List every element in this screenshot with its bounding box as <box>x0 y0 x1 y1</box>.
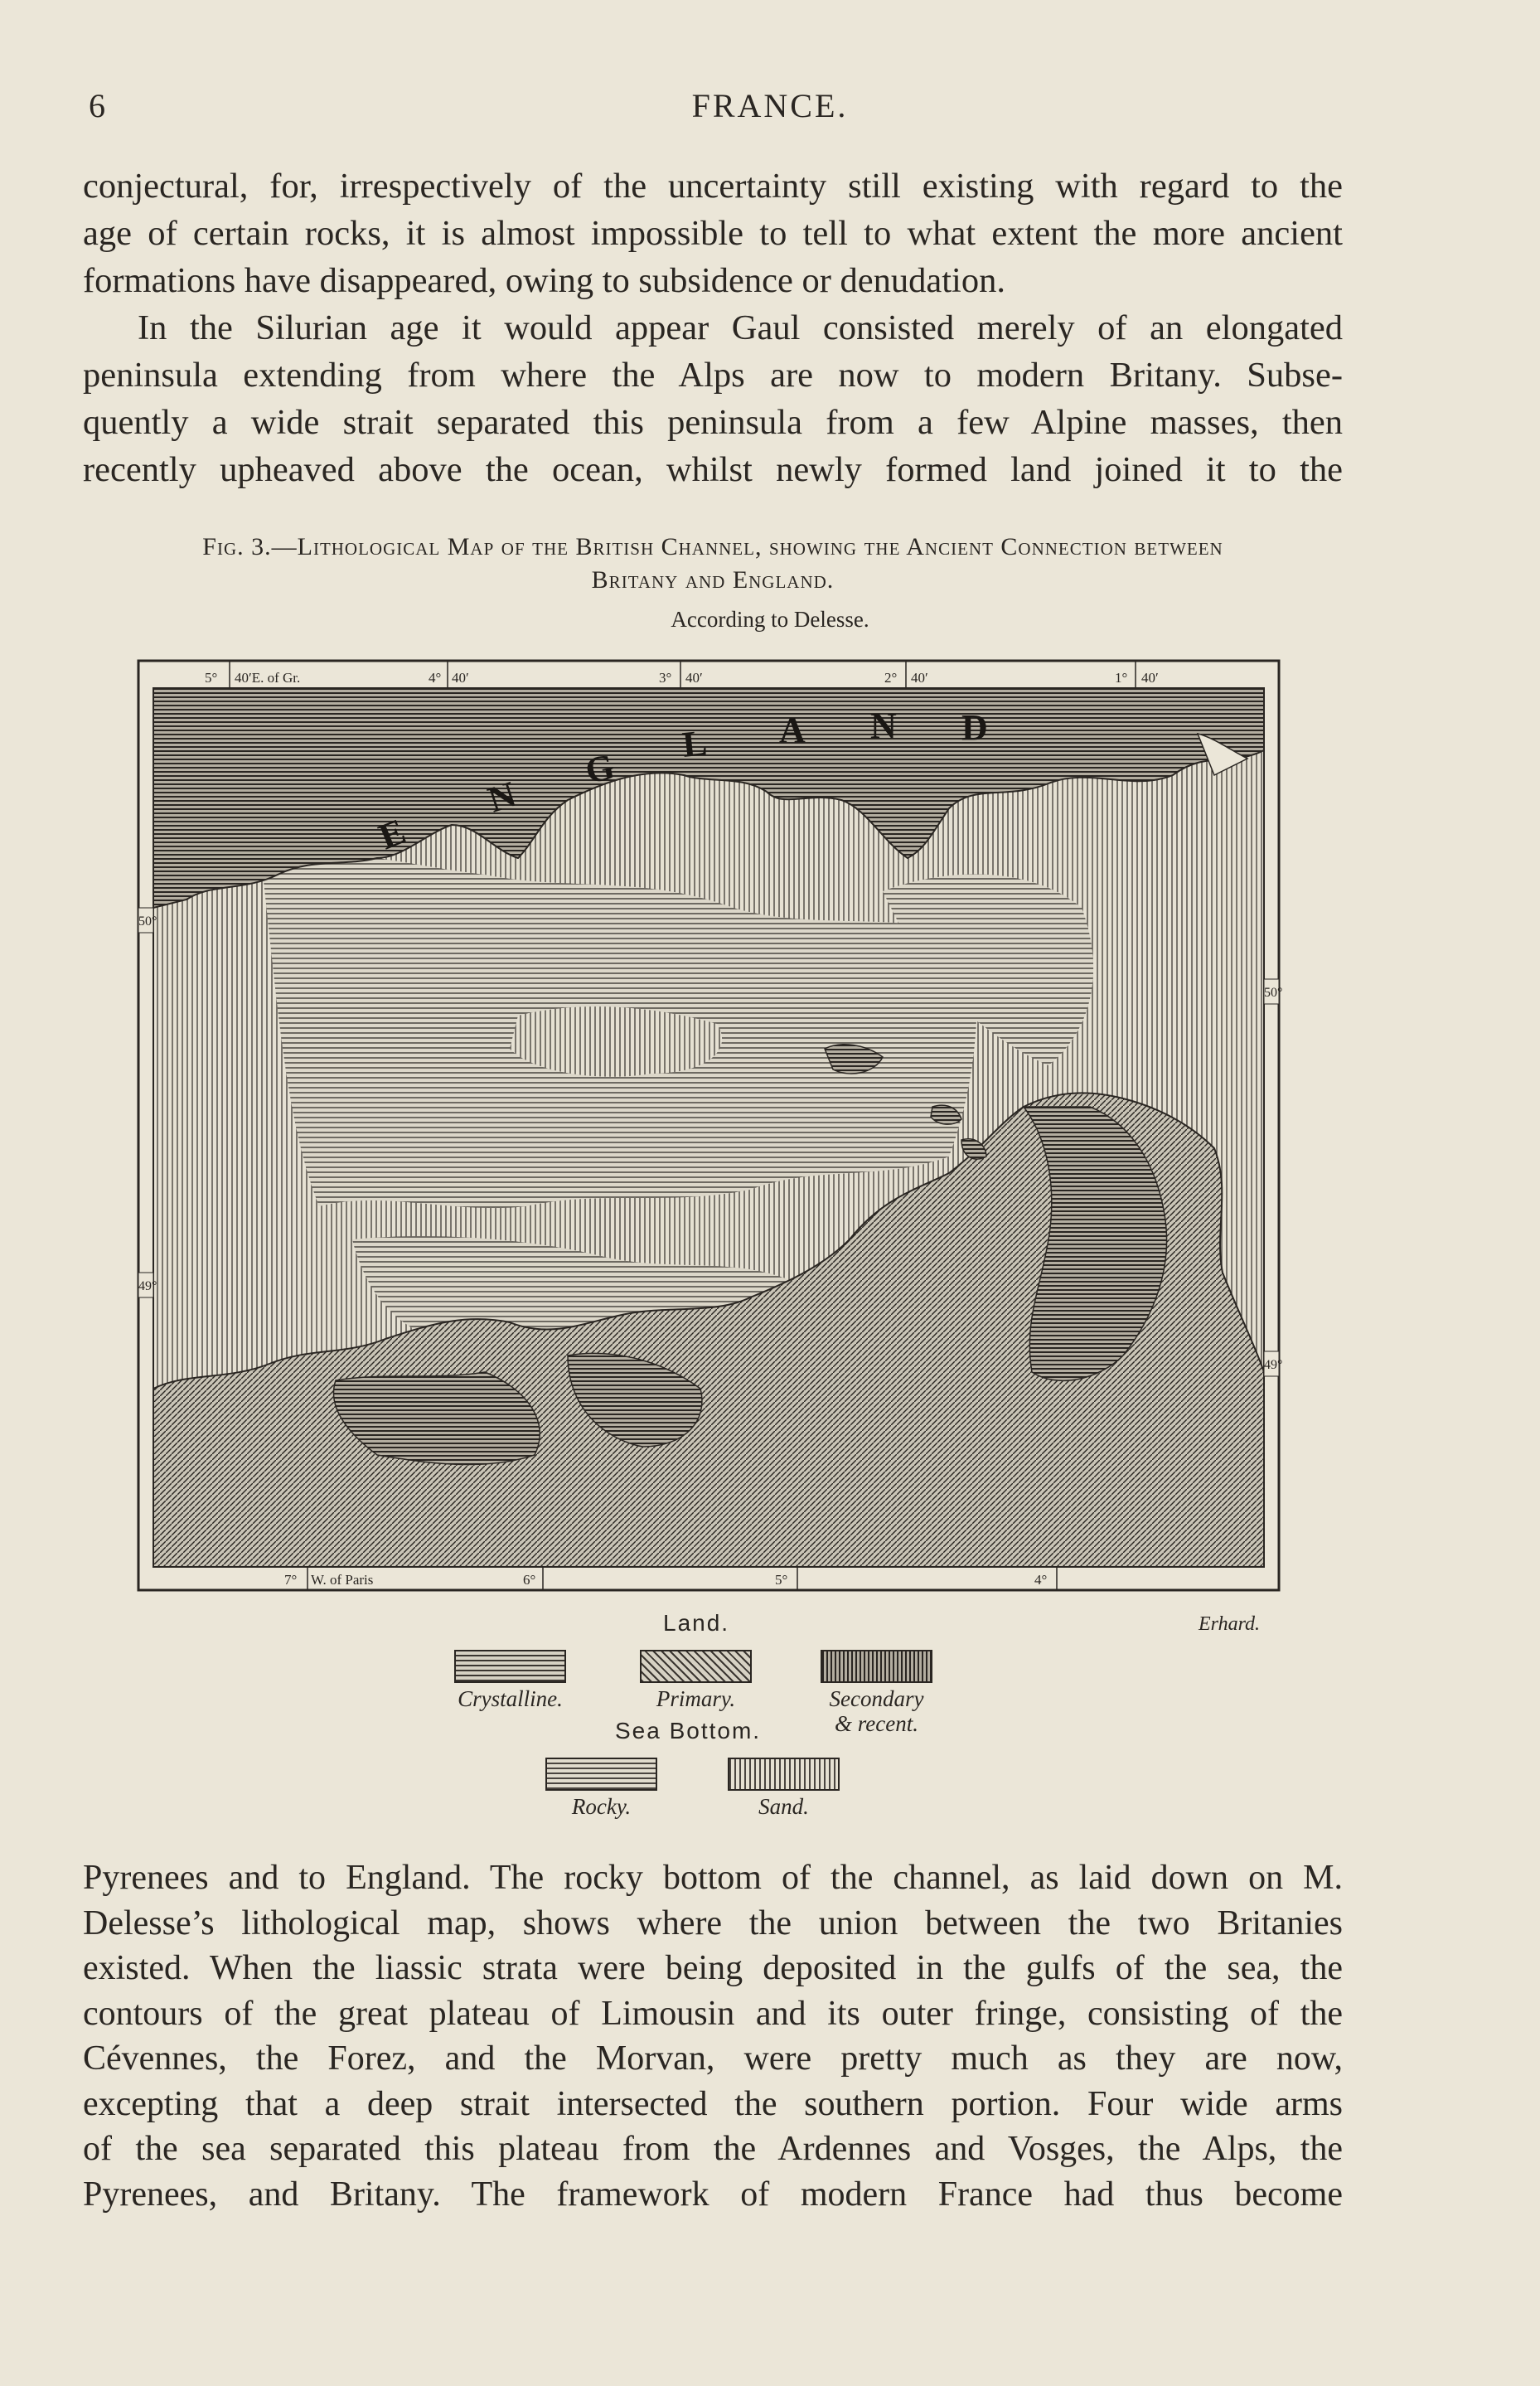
map-label-letter: N <box>870 706 897 746</box>
text-line: excepting that a deep strait intersected the southern portion. Four wide arms <box>83 2084 1343 2123</box>
text-line: existed. When the liassic strata were being deposited in the gulfs of the sea, the <box>83 1949 1343 1987</box>
lat-label: 49° <box>1264 1358 1283 1372</box>
caption-line: Fig. 3.—Lithological Map of the British Channel, showing the Ancient Connection between <box>202 533 1223 560</box>
map-label-letter: D <box>961 707 988 748</box>
map-label-letter: L <box>680 722 709 765</box>
lat-label: 50° <box>1264 986 1283 1000</box>
legend-label-line: & recent. <box>835 1711 918 1736</box>
text-line: Pyrenees, and Britany. The framework of modern France had thus become <box>83 2175 1343 2214</box>
legend-swatch-sand <box>728 1758 840 1791</box>
legend-sea-title: Sea Bottom. <box>615 1718 762 1743</box>
paragraph-continued <box>83 162 1343 304</box>
text-line: contours of the great plateau of Limousin and its outer fringe, consisting of the <box>83 1994 1343 2033</box>
text-line: Pyrenees and to England. The rocky bottom of the channel, as laid down on M. <box>83 1859 1343 1897</box>
text-line: peninsula extending from where the Alps are now to modern Britany. Subse- <box>83 356 1343 395</box>
figure-caption <box>83 531 1343 597</box>
legend-label-primary: Primary. <box>656 1686 736 1711</box>
page-number: 6 <box>89 87 105 124</box>
legend-label-secondary <box>804 1686 949 1736</box>
lon-label: 40′E. of Gr. <box>235 670 301 686</box>
legend-label-crystalline: Crystalline. <box>458 1686 563 1711</box>
lon-label: 5° <box>205 670 218 686</box>
lat-label: 50° <box>138 914 157 929</box>
legend-label-line: Secondary <box>829 1686 924 1711</box>
text-line: recently upheaved above the ocean, whilst newly formed land joined it to the <box>83 450 1343 489</box>
lon-label: 6° <box>523 1572 536 1588</box>
lon-label: 40′ <box>452 670 469 686</box>
map-label-letter: E <box>373 810 411 858</box>
running-title: FRANCE. <box>691 87 849 124</box>
text-line: of the sea separated this plateau from the Ardennes and Vosges, the Alps, the <box>83 2130 1343 2168</box>
engraver-credit: Erhard. <box>1199 1613 1261 1635</box>
lon-label: 40′ <box>911 670 928 686</box>
lon-label: 5° <box>775 1572 788 1588</box>
lon-label: 2° <box>884 670 898 686</box>
text-line: Cévennes, the Forez, and the Morvan, were pretty much as they are now, <box>83 2039 1343 2078</box>
lon-label: 1° <box>1115 670 1128 686</box>
legend-label-sand: Sand. <box>758 1794 809 1819</box>
text-line: Delesse’s lithological map, shows where the union between the two Britanies <box>83 1903 1343 1942</box>
lon-label: 7° <box>284 1572 298 1588</box>
lon-label: 4° <box>1034 1572 1048 1588</box>
legend-label-rocky: Rocky. <box>571 1794 632 1819</box>
paragraph-continued-bottom <box>83 1855 1343 2217</box>
lon-label: W. of Paris <box>311 1572 374 1588</box>
legend-swatch-crystalline <box>454 1650 566 1683</box>
lon-label: 4° <box>429 670 442 686</box>
legend-land-title: Land. <box>663 1610 730 1636</box>
text-line: quently a wide strait separated this peninsula from a few Alpine masses, then <box>83 403 1343 442</box>
paragraph-silurian <box>83 304 1343 493</box>
map-label-letter: A <box>779 710 806 750</box>
text-line: age of certain rocks, it is almost impossible to tell to what extent the more ancient <box>83 214 1343 253</box>
caption-line: Britany and England. <box>591 566 835 594</box>
lon-label: 3° <box>659 670 672 686</box>
legend-swatch-rocky <box>545 1758 657 1791</box>
legend-swatch-secondary <box>821 1650 932 1683</box>
lon-label: 40′ <box>685 670 703 686</box>
text-line: In the Silurian age it would appear Gaul consisted merely of an elongated <box>138 308 1343 347</box>
lon-label: 40′ <box>1141 670 1159 686</box>
lat-label: 49° <box>138 1279 157 1293</box>
figure-credit: According to Delesse. <box>671 607 869 632</box>
text-line: conjectural, for, irrespectively of the uncertainty still existing with regard to the <box>83 167 1343 206</box>
map-label-letter: N <box>482 774 521 821</box>
map-label-letter: G <box>581 745 618 792</box>
text-line: formations have disappeared, owing to subsidence or denudation. <box>83 261 1005 300</box>
lithological-map <box>137 659 1281 1592</box>
legend-swatch-primary <box>640 1650 752 1683</box>
